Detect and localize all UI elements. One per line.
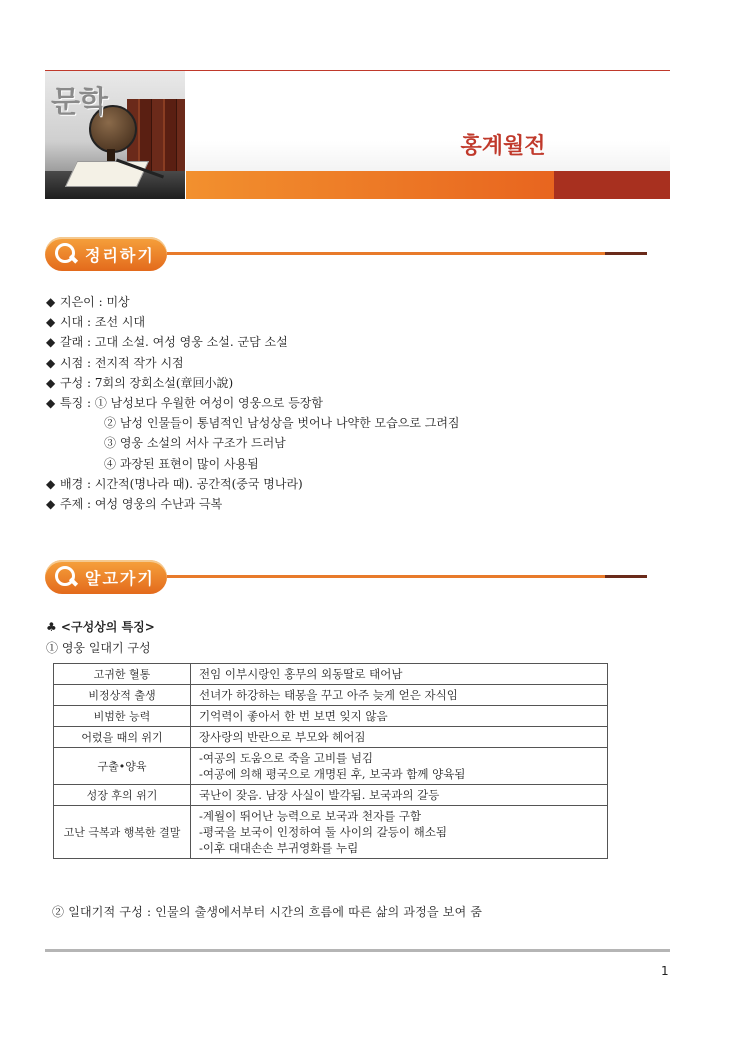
diamond-icon: ◆: [46, 295, 56, 309]
title-area: [186, 71, 670, 171]
table-cell-stage: 구출•양육: [54, 748, 191, 785]
description-line: -여공에 의해 평국으로 개명된 후, 보국과 함께 양육됨: [199, 767, 466, 781]
summary-list: [46, 292, 666, 514]
table-cell-stage: 비정상적 출생: [54, 685, 191, 706]
header-bar-orange: [186, 171, 554, 199]
page-header: [45, 70, 670, 200]
description-line: -여공의 도움으로 죽을 고비를 넘김: [199, 751, 374, 765]
structure-subheading: ♣ <구성상의 특징>: [46, 620, 155, 634]
diamond-icon: ◆: [46, 497, 56, 512]
list-item: ◆ 특징 : ① 남성보다 우월한 여성이 영웅으로 등장함: [46, 393, 666, 413]
description-line: 장사랑의 반란으로 부모와 헤어짐: [199, 730, 366, 744]
diamond-icon: ◆: [46, 315, 56, 330]
table-cell-stage: 성장 후의 위기: [54, 785, 191, 806]
diamond-icon: ◆: [46, 396, 56, 411]
point-heroic-life: ① 영웅 일대기 구성: [46, 641, 151, 655]
description-line: -계월이 뛰어난 능력으로 보국과 천자를 구함: [199, 809, 422, 823]
table-cell-stage: 비범한 능력: [54, 706, 191, 727]
table-cell-stage: 고난 극복과 행복한 결말: [54, 806, 191, 859]
document-title: 홍계월전: [460, 134, 546, 159]
list-item: ◆ 지은이 : 미상: [46, 292, 666, 312]
section-title: 정리하기: [85, 246, 155, 265]
diamond-icon: ◆: [46, 335, 56, 350]
category-label: 문학: [51, 85, 107, 120]
diamond-icon: ◆: [46, 476, 56, 491]
section-divider: [167, 252, 625, 255]
table-row: [54, 706, 608, 727]
table-cell-description: [191, 785, 608, 806]
header-bar-red: [554, 171, 670, 199]
diamond-icon: ◆: [46, 375, 56, 390]
footer-rule: [45, 949, 670, 952]
section-divider-end: [605, 575, 647, 578]
list-item: ◆ 시점 : 전지적 작가 시점: [46, 353, 666, 373]
table-cell-description: [191, 685, 608, 706]
section-divider: [167, 575, 625, 578]
list-item: ◆ 갈래 : 고대 소설. 여성 영웅 소설. 군담 소설: [46, 332, 666, 352]
description-line: 국난이 잦음. 남장 사실이 발각됨. 보국과의 갈등: [199, 788, 440, 802]
description-line: 전임 이부시랑인 홍무의 외동딸로 태어남: [199, 667, 403, 681]
description-line: 기억력이 좋아서 한 번 보면 잊지 않음: [199, 709, 388, 723]
table-cell-stage: 고귀한 혈통: [54, 664, 191, 685]
page-number: 1: [661, 964, 669, 978]
feature-sub-item: ③ 영웅 소설의 서사 구조가 드러남: [104, 436, 286, 451]
feature-sub-item: ② 남성 인물들이 통념적인 남성상을 벗어나 나약한 모습으로 그려짐: [104, 416, 460, 431]
description-line: -평국을 보국이 인정하여 둘 사이의 갈등이 해소됨: [199, 825, 447, 839]
table-cell-description: [191, 706, 608, 727]
section-pill: [45, 560, 167, 594]
point-biographical: ② 일대기적 구성 : 인물의 출생에서부터 시간의 흐름에 따른 삶의 과정을 보여 줌: [52, 905, 483, 919]
table-row: [54, 748, 608, 785]
table-cell-description: [191, 806, 608, 859]
diamond-icon: ◆: [46, 355, 56, 370]
list-item: ◆ 구성 : 7회의 장회소설(章回小說): [46, 373, 666, 393]
table-cell-description: [191, 664, 608, 685]
table-cell-description: [191, 727, 608, 748]
header-photo: [45, 71, 185, 199]
list-item: ◆ 배경 : 시간적(명나라 때). 공간적(중국 명나라): [46, 474, 666, 494]
magnifier-handle-icon: [69, 254, 78, 263]
table-row: [54, 727, 608, 748]
table-cell-description: [191, 748, 608, 785]
section-divider-end: [605, 252, 647, 255]
table-row: [54, 685, 608, 706]
section-pill: [45, 237, 167, 271]
description-line: 선녀가 하강하는 태몽을 꾸고 아주 늦게 얻은 자식임: [199, 688, 458, 702]
magnifier-handle-icon: [69, 577, 78, 586]
section-title: 알고가기: [85, 569, 155, 588]
section-heading-summary: [45, 237, 650, 277]
table-row: [54, 785, 608, 806]
table-row: [54, 806, 608, 859]
list-item: ◆ 시대 : 조선 시대: [46, 312, 666, 332]
table-cell-stage: 어렸을 때의 위기: [54, 727, 191, 748]
feature-sub-item: ④ 과장된 표현이 많이 사용됨: [104, 456, 259, 471]
description-line: -이후 대대손손 부귀영화를 누림: [199, 841, 359, 855]
table-row: [54, 664, 608, 685]
heroic-structure-table: [53, 663, 608, 859]
section-heading-background: [45, 560, 650, 600]
list-item: ◆ 주제 : 여성 영웅의 수난과 극복: [46, 494, 666, 514]
